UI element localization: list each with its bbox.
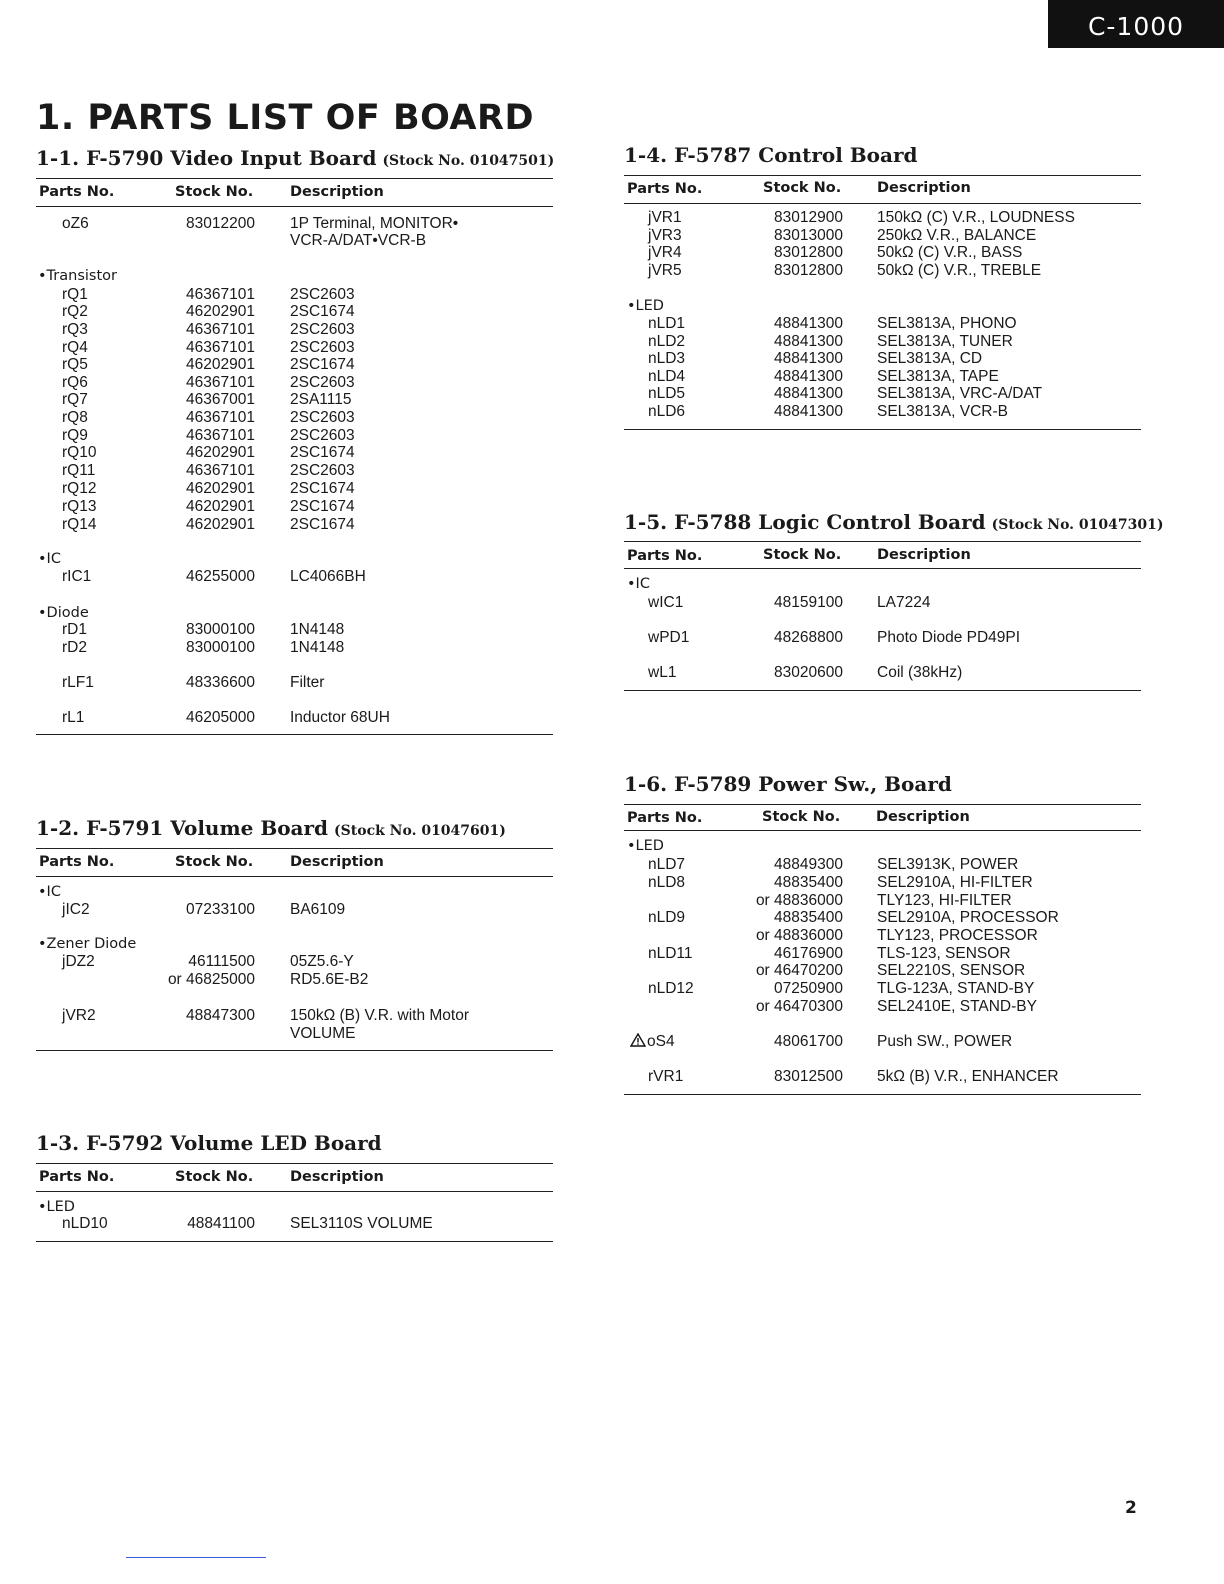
- part-number: nLD1: [648, 315, 686, 332]
- header-bottom-rule: [624, 830, 1141, 831]
- part-number: nLD4: [648, 368, 686, 385]
- stock-number: 83012800: [774, 262, 843, 279]
- stock-number: 83000100: [186, 639, 255, 656]
- part-description: SEL3110S VOLUME: [290, 1215, 433, 1232]
- part-description: 2SC2603: [290, 374, 355, 391]
- section-title: [36, 816, 506, 840]
- category-label: •Diode: [38, 605, 89, 621]
- part-description: SEL3813A, TAPE: [877, 368, 999, 385]
- part-description: 2SC2603: [290, 321, 355, 338]
- section-name: F-5788 Logic Control Board: [674, 510, 986, 534]
- part-description: TLY123, HI-FILTER: [877, 892, 1012, 909]
- part-description: 2SC2603: [290, 462, 355, 479]
- category-label: •LED: [38, 1199, 75, 1215]
- stock-number: 46111500: [188, 953, 255, 970]
- part-description: SEL3813A, VRC-A/DAT: [877, 385, 1043, 402]
- part-number: rQ3: [62, 321, 88, 338]
- part-number: jVR1: [648, 209, 682, 226]
- part-number: rVR1: [648, 1068, 684, 1085]
- part-description: SEL3913K, POWER: [877, 856, 1019, 873]
- header-description: Description: [290, 854, 384, 870]
- part-description: 2SC1674: [290, 480, 355, 497]
- stock-number: 48835400: [774, 909, 843, 926]
- category-label: •Zener Diode: [38, 936, 137, 952]
- stock-number: 46202901: [186, 356, 255, 373]
- part-description: TLG-123A, STAND-BY: [877, 980, 1035, 997]
- part-number: jVR4: [648, 244, 682, 261]
- stock-number: or 46470200: [755, 962, 843, 979]
- header-top-rule: [36, 1163, 553, 1164]
- stock-number: 83020600: [774, 664, 843, 681]
- category-label: •Transistor: [38, 268, 117, 284]
- header-description: Description: [290, 184, 384, 200]
- stock-number: or 46825000: [167, 971, 255, 988]
- part-description: 2SC1674: [290, 498, 355, 515]
- section-title: [624, 143, 918, 167]
- category-label: •LED: [627, 298, 664, 314]
- header-bottom-rule: [36, 206, 553, 207]
- section-power-sw-board: [624, 768, 1141, 1098]
- category-label: •IC: [38, 551, 61, 567]
- section-name: F-5787 Control Board: [674, 143, 918, 167]
- part-number: jVR5: [648, 262, 682, 279]
- part-description: SEL3813A, VCR-B: [877, 403, 1008, 420]
- stock-number: 46202901: [186, 498, 255, 515]
- stock-number: 46202901: [186, 303, 255, 320]
- stock-number: or 48836000: [755, 927, 843, 944]
- header-parts-no: Parts No.: [39, 854, 115, 870]
- part-number: nLD9: [648, 909, 686, 926]
- part-number: nLD2: [648, 333, 686, 350]
- header-stock-no: Stock No.: [175, 854, 254, 870]
- section-stock-ref: (Stock No. 01047501): [382, 153, 555, 169]
- part-number: rQ5: [62, 356, 88, 373]
- header-top-rule: [624, 175, 1141, 176]
- decorative-line: [126, 1557, 266, 1558]
- part-number: oZ6: [62, 215, 89, 232]
- section-number: 1-2.: [36, 816, 80, 840]
- section-volume-led-board: [36, 1127, 553, 1247]
- section-volume-board: [36, 812, 553, 1057]
- table-bottom-rule: [36, 1050, 553, 1051]
- part-description: BA6109: [290, 901, 346, 918]
- header-parts-no: Parts No.: [39, 184, 115, 200]
- stock-number: 48159100: [774, 594, 843, 611]
- part-description: VOLUME: [290, 1025, 356, 1042]
- part-description: Photo Diode PD49PI: [877, 629, 1021, 646]
- stock-number: 83012500: [774, 1068, 843, 1085]
- part-description: TLY123, PROCESSOR: [877, 927, 1038, 944]
- header-description: Description: [877, 547, 971, 563]
- section-title: [624, 772, 952, 796]
- section-number: 1-4.: [624, 143, 668, 167]
- part-number: [630, 1033, 675, 1051]
- stock-number: 07233100: [186, 901, 255, 918]
- part-description: 2SC2603: [290, 286, 355, 303]
- category-label: •IC: [38, 884, 61, 900]
- stock-number: 46367101: [186, 286, 255, 303]
- section-name: F-5792 Volume LED Board: [86, 1131, 382, 1155]
- stock-number: 48841300: [774, 385, 843, 402]
- stock-number: 48268800: [774, 629, 843, 646]
- category-label: •IC: [627, 576, 650, 592]
- stock-number: 83012900: [774, 209, 843, 226]
- stock-number: 48336600: [186, 674, 255, 691]
- section-name: F-5791 Volume Board: [86, 816, 329, 840]
- section-title: [624, 510, 1163, 534]
- part-description: TLS-123, SENSOR: [877, 945, 1011, 962]
- stock-number: 48841300: [774, 403, 843, 420]
- part-number: wIC1: [648, 594, 684, 611]
- part-description: Inductor 68UH: [290, 709, 390, 726]
- page-title: 1. PARTS LIST OF BOARD: [36, 98, 535, 138]
- stock-number: 46255000: [186, 568, 255, 585]
- part-description: 2SC1674: [290, 444, 355, 461]
- section-video-input-board: [36, 140, 553, 740]
- part-description: 50kΩ (C) V.R., TREBLE: [877, 262, 1042, 279]
- stock-number: 46367101: [186, 339, 255, 356]
- stock-number: 46367001: [186, 391, 255, 408]
- table-bottom-rule: [36, 734, 553, 735]
- header-parts-no: Parts No.: [627, 548, 703, 564]
- stock-number: or 46470300: [755, 998, 843, 1015]
- part-number: rQ14: [62, 516, 97, 533]
- header-description: Description: [876, 809, 970, 825]
- part-description: Filter: [290, 674, 325, 691]
- part-number: nLD7: [648, 856, 686, 873]
- header-bottom-rule: [624, 203, 1141, 204]
- section-number: 1-3.: [36, 1131, 80, 1155]
- part-description: SEL2410E, STAND-BY: [877, 998, 1037, 1015]
- part-number: rQ10: [62, 444, 97, 461]
- part-description: 1P Terminal, MONITOR•: [290, 215, 459, 232]
- part-description: 50kΩ (C) V.R., BASS: [877, 244, 1023, 261]
- page-number: 2: [1125, 1498, 1137, 1518]
- part-number: rQ4: [62, 339, 88, 356]
- part-description: LA7224: [877, 594, 931, 611]
- part-number: jVR2: [62, 1007, 96, 1024]
- section-name: F-5789 Power Sw., Board: [674, 772, 952, 796]
- part-number: jVR3: [648, 227, 682, 244]
- stock-number: 46367101: [186, 462, 255, 479]
- header-bottom-rule: [36, 876, 553, 877]
- header-bottom-rule: [624, 568, 1141, 569]
- part-number: nLD8: [648, 874, 686, 891]
- category-label: •LED: [627, 838, 664, 854]
- part-description: SEL2210S, SENSOR: [877, 962, 1026, 979]
- section-number: 1-6.: [624, 772, 668, 796]
- part-number: wPD1: [648, 629, 690, 646]
- stock-number: 48841300: [774, 368, 843, 385]
- part-number: rQ12: [62, 480, 97, 497]
- stock-number: 83013000: [774, 227, 843, 244]
- part-number: nLD12: [648, 980, 694, 997]
- part-number-text: oS4: [647, 1033, 675, 1050]
- header-stock-no: Stock No.: [763, 180, 842, 196]
- warning-triangle-icon: [630, 1033, 646, 1047]
- stock-number: 48841100: [187, 1215, 255, 1232]
- part-description: 2SC1674: [290, 303, 355, 320]
- part-number: jIC2: [62, 901, 90, 918]
- table-bottom-rule: [624, 429, 1141, 430]
- part-description: SEL3813A, PHONO: [877, 315, 1017, 332]
- stock-number: 48061700: [774, 1033, 843, 1050]
- part-number: rLF1: [62, 674, 94, 691]
- stock-number: 83012800: [774, 244, 843, 261]
- header-description: Description: [877, 180, 971, 196]
- stock-number: 48835400: [774, 874, 843, 891]
- part-description: 2SC2603: [290, 339, 355, 356]
- part-description: 150kΩ (B) V.R. with Motor: [290, 1007, 469, 1024]
- part-description: 2SC2603: [290, 427, 355, 444]
- part-number: rQ9: [62, 427, 88, 444]
- header-stock-no: Stock No.: [175, 1169, 254, 1185]
- stock-number: 46202901: [186, 516, 255, 533]
- header-top-rule: [36, 848, 553, 849]
- table-bottom-rule: [624, 690, 1141, 691]
- stock-number: 46367101: [186, 409, 255, 426]
- stock-number: 46202901: [186, 480, 255, 497]
- stock-number: 48841300: [774, 333, 843, 350]
- part-description: 2SA1115: [290, 391, 352, 408]
- section-title: [36, 146, 554, 170]
- stock-number: 46367101: [186, 427, 255, 444]
- part-description: SEL2910A, HI-FILTER: [877, 874, 1033, 891]
- part-description: 05Z5.6-Y: [290, 953, 354, 970]
- section-stock-ref: (Stock No. 01047601): [334, 823, 506, 839]
- part-number: nLD5: [648, 385, 686, 402]
- part-number: rD1: [62, 621, 87, 638]
- header-parts-no: Parts No.: [627, 810, 703, 826]
- stock-number: 48841300: [774, 350, 843, 367]
- part-number: rQ1: [62, 286, 88, 303]
- part-description: 1N4148: [290, 621, 345, 638]
- stock-number: 46367101: [186, 321, 255, 338]
- stock-number: 46205000: [186, 709, 255, 726]
- stock-number: 07250900: [774, 980, 843, 997]
- stock-number: 48847300: [186, 1007, 255, 1024]
- stock-number: 46367101: [186, 374, 255, 391]
- stock-number: 48849300: [774, 856, 843, 873]
- stock-number: 48841300: [774, 315, 843, 332]
- stock-number: 83012200: [186, 215, 255, 232]
- header-top-rule: [624, 541, 1141, 542]
- header-bottom-rule: [36, 1191, 553, 1192]
- part-description: RD5.6E-B2: [290, 971, 369, 988]
- part-number: nLD11: [648, 945, 693, 962]
- part-description: SEL2910A, PROCESSOR: [877, 909, 1059, 926]
- part-description: 1N4148: [290, 639, 345, 656]
- part-description: VCR-A/DAT•VCR-B: [290, 232, 427, 249]
- table-bottom-rule: [36, 1241, 553, 1242]
- section-number: 1-1.: [36, 146, 80, 170]
- section-stock-ref: (Stock No. 01047301): [991, 517, 1164, 533]
- section-control-board: [624, 141, 1141, 436]
- header-parts-no: Parts No.: [39, 1169, 115, 1185]
- part-number: jDZ2: [62, 953, 95, 970]
- part-number: rQ7: [62, 391, 88, 408]
- part-number: rQ6: [62, 374, 88, 391]
- part-number: rQ13: [62, 498, 97, 515]
- part-description: 5kΩ (B) V.R., ENHANCER: [877, 1068, 1059, 1085]
- part-number: rIC1: [62, 568, 92, 585]
- table-bottom-rule: [624, 1094, 1141, 1095]
- header-parts-no: Parts No.: [627, 181, 703, 197]
- stock-number: 83000100: [186, 621, 255, 638]
- header-top-rule: [624, 804, 1141, 805]
- stock-number: or 48836000: [755, 892, 843, 909]
- stock-number: 46176900: [774, 945, 843, 962]
- part-number: rQ2: [62, 303, 88, 320]
- part-description: 2SC2603: [290, 409, 355, 426]
- header-stock-no: Stock No.: [763, 547, 842, 563]
- part-description: Coil (38kHz): [877, 664, 963, 681]
- header-stock-no: Stock No.: [175, 184, 254, 200]
- section-name: F-5790 Video Input Board: [86, 146, 377, 170]
- part-number: rQ8: [62, 409, 88, 426]
- part-number: nLD10: [62, 1215, 108, 1232]
- model-label: C-1000: [1048, 0, 1224, 48]
- part-description: SEL3813A, CD: [877, 350, 983, 367]
- part-number: rL1: [62, 709, 85, 726]
- part-number: wL1: [648, 664, 677, 681]
- section-number: 1-5.: [624, 510, 668, 534]
- part-description: LC4066BH: [290, 568, 366, 585]
- section-logic-control-board: [624, 506, 1164, 696]
- part-number: nLD6: [648, 403, 686, 420]
- part-description: 2SC1674: [290, 356, 355, 373]
- part-description: 2SC1674: [290, 516, 355, 533]
- part-number: rQ11: [62, 462, 96, 479]
- stock-number: 46202901: [186, 444, 255, 461]
- header-top-rule: [36, 178, 553, 179]
- header-stock-no: Stock No.: [762, 809, 841, 825]
- part-number: rD2: [62, 639, 87, 656]
- part-description: SEL3813A, TUNER: [877, 333, 1013, 350]
- section-title: [36, 1131, 382, 1155]
- header-description: Description: [290, 1169, 384, 1185]
- part-description: 150kΩ (C) V.R., LOUDNESS: [877, 209, 1075, 226]
- part-number: nLD3: [648, 350, 686, 367]
- part-description: 250kΩ V.R., BALANCE: [877, 227, 1037, 244]
- part-description: Push SW., POWER: [877, 1033, 1013, 1050]
